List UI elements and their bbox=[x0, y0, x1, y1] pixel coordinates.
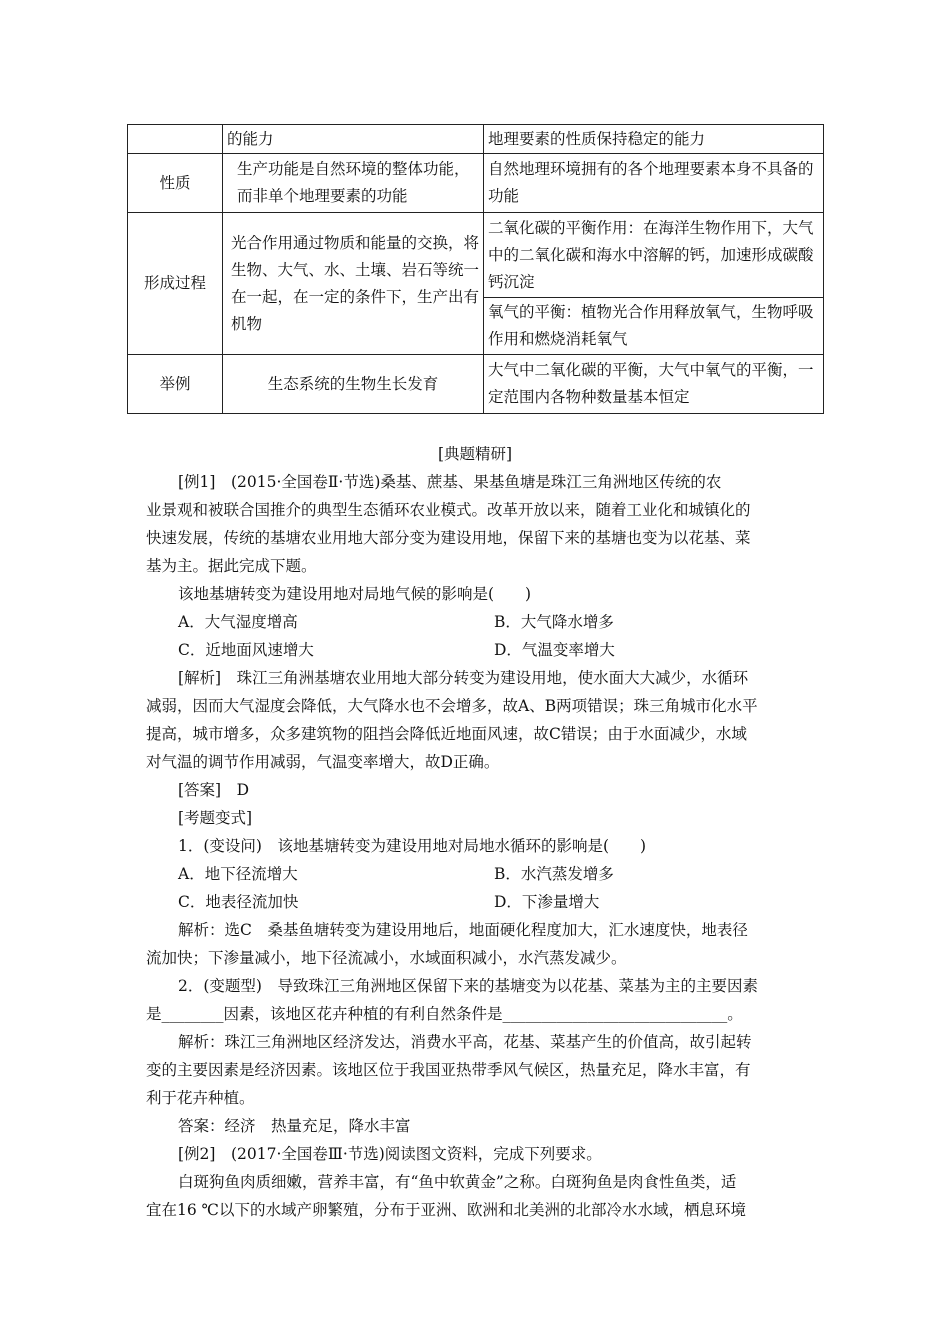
option-c: C．地表径流加快 bbox=[178, 893, 299, 911]
paragraph-line: 宜在16 ℃以下的水域产卵繁殖，分布于亚洲、欧洲和北美洲的北部冷水水域，栖息环境 bbox=[146, 1201, 746, 1219]
option-d: D．气温变率增大 bbox=[494, 641, 615, 659]
row-header: 性质 bbox=[128, 154, 223, 213]
paragraph-line: 基为主。据此完成下题。 bbox=[146, 557, 317, 575]
table-cell: 氧气的平衡：植物光合作用释放氧气，生物呼吸作用和燃烧消耗氧气 bbox=[484, 298, 824, 355]
paragraph-line: [例1] (2015·全国卷Ⅱ·节选)桑基、蔗基、果基鱼塘是珠江三角洲地区传统的农 bbox=[178, 473, 722, 491]
analysis-line: 利于花卉种植。 bbox=[146, 1089, 255, 1107]
table-cell: 生态系统的生物生长发育 bbox=[223, 355, 484, 414]
option-d: D．下渗量增大 bbox=[494, 893, 600, 911]
answer-text: 答案：经济 热量充足，降水丰富 bbox=[178, 1117, 411, 1135]
option-b: B．大气降水增多 bbox=[494, 613, 614, 631]
table-cell: 二氧化碳的平衡作用：在海洋生物作用下，大气中的二氧化碳和海水中溶解的钙，加速形成碳酸钙沉淀 bbox=[484, 213, 824, 298]
question-text: 该地基塘转变为建设用地对局地气候的影响是( ) bbox=[178, 585, 532, 603]
row-header: 举例 bbox=[128, 355, 223, 414]
analysis-line: 提高，城市增多，众多建筑物的阻挡会降低近地面风速，故C错误；由于水面减少，水域 bbox=[146, 725, 747, 743]
option-b: B．水汽蒸发增多 bbox=[494, 865, 614, 883]
analysis-line: 变的主要因素是经济因素。该地区位于我国亚热带季风气候区，热量充足，降水丰富，有 bbox=[146, 1061, 751, 1079]
example-intro: [例2] (2017·全国卷Ⅲ·节选)阅读图文资料，完成下列要求。 bbox=[178, 1145, 602, 1163]
question-text: 是________因素，该地区花卉种植的有利自然条件是_____________________________。 bbox=[146, 1005, 743, 1023]
analysis-line: 减弱，因而大气湿度会降低，大气降水也不会增多，故A、B两项错误；珠三角城市化水平 bbox=[146, 697, 758, 715]
row-header: 形成过程 bbox=[128, 213, 223, 355]
question-text: 1．(变设问) 该地基塘转变为建设用地对局地水循环的影响是( ) bbox=[178, 837, 647, 855]
answer-text: [答案] D bbox=[178, 781, 250, 799]
option-a: A．地下径流增大 bbox=[178, 865, 298, 883]
table-cell bbox=[128, 125, 223, 154]
table-cell: 的能力 bbox=[223, 125, 484, 154]
table-cell: 大气中二氧化碳的平衡，大气中氧气的平衡，一定范围内各物种数量基本恒定 bbox=[484, 355, 824, 414]
analysis-line: 解析：选C 桑基鱼塘转变为建设用地后，地面硬化程度加大，汇水速度快，地表径 bbox=[178, 921, 748, 939]
question-text: 2．(变题型) 导致珠江三角洲地区保留下来的基塘变为以花基、菜基为主的主要因素 bbox=[178, 977, 758, 995]
option-c: C．近地面风速增大 bbox=[178, 641, 314, 659]
paragraph-line: 快速发展，传统的基塘农业用地大部分变为建设用地，保留下来的基塘也变为以花基、菜 bbox=[146, 529, 751, 547]
analysis-line: 流加快；下渗量减小，地下径流减小，水域面积减小，水汽蒸发减少。 bbox=[146, 949, 627, 967]
analysis-line: 对气温的调节作用减弱，气温变率增大，故D正确。 bbox=[146, 753, 500, 771]
paragraph-line: 白斑狗鱼肉质细嫩，营养丰富，有“鱼中软黄金”之称。白斑狗鱼是肉食性鱼类，适 bbox=[178, 1173, 737, 1191]
table-cell: 地理要素的性质保持稳定的能力 bbox=[484, 125, 824, 154]
analysis-line: [解析] 珠江三角洲基塘农业用地大部分转变为建设用地，使水面大大减少，水循环 bbox=[178, 669, 749, 687]
table-cell: 自然地理环境拥有的各个地理要素本身不具备的功能 bbox=[484, 154, 824, 213]
table-cell: 生产功能是自然环境的整体功能，而非单个地理要素的功能 bbox=[223, 154, 484, 213]
variant-heading: [考题变式] bbox=[178, 809, 253, 827]
section-heading: [典题精研] bbox=[437, 445, 513, 463]
option-a: A．大气湿度增高 bbox=[178, 613, 298, 631]
comparison-table bbox=[127, 124, 824, 414]
paragraph-line: 业景观和被联合国推介的典型生态循环农业模式。改革开放以来，随着工业化和城镇化的 bbox=[146, 501, 751, 519]
analysis-line: 解析：珠江三角洲地区经济发达，消费水平高，花基、菜基产生的价值高，故引起转 bbox=[178, 1033, 752, 1051]
table-cell: 光合作用通过物质和能量的交换，将生物、大气、水、土壤、岩石等统一在一起，在一定的条件下，生产出有机物 bbox=[223, 213, 484, 355]
